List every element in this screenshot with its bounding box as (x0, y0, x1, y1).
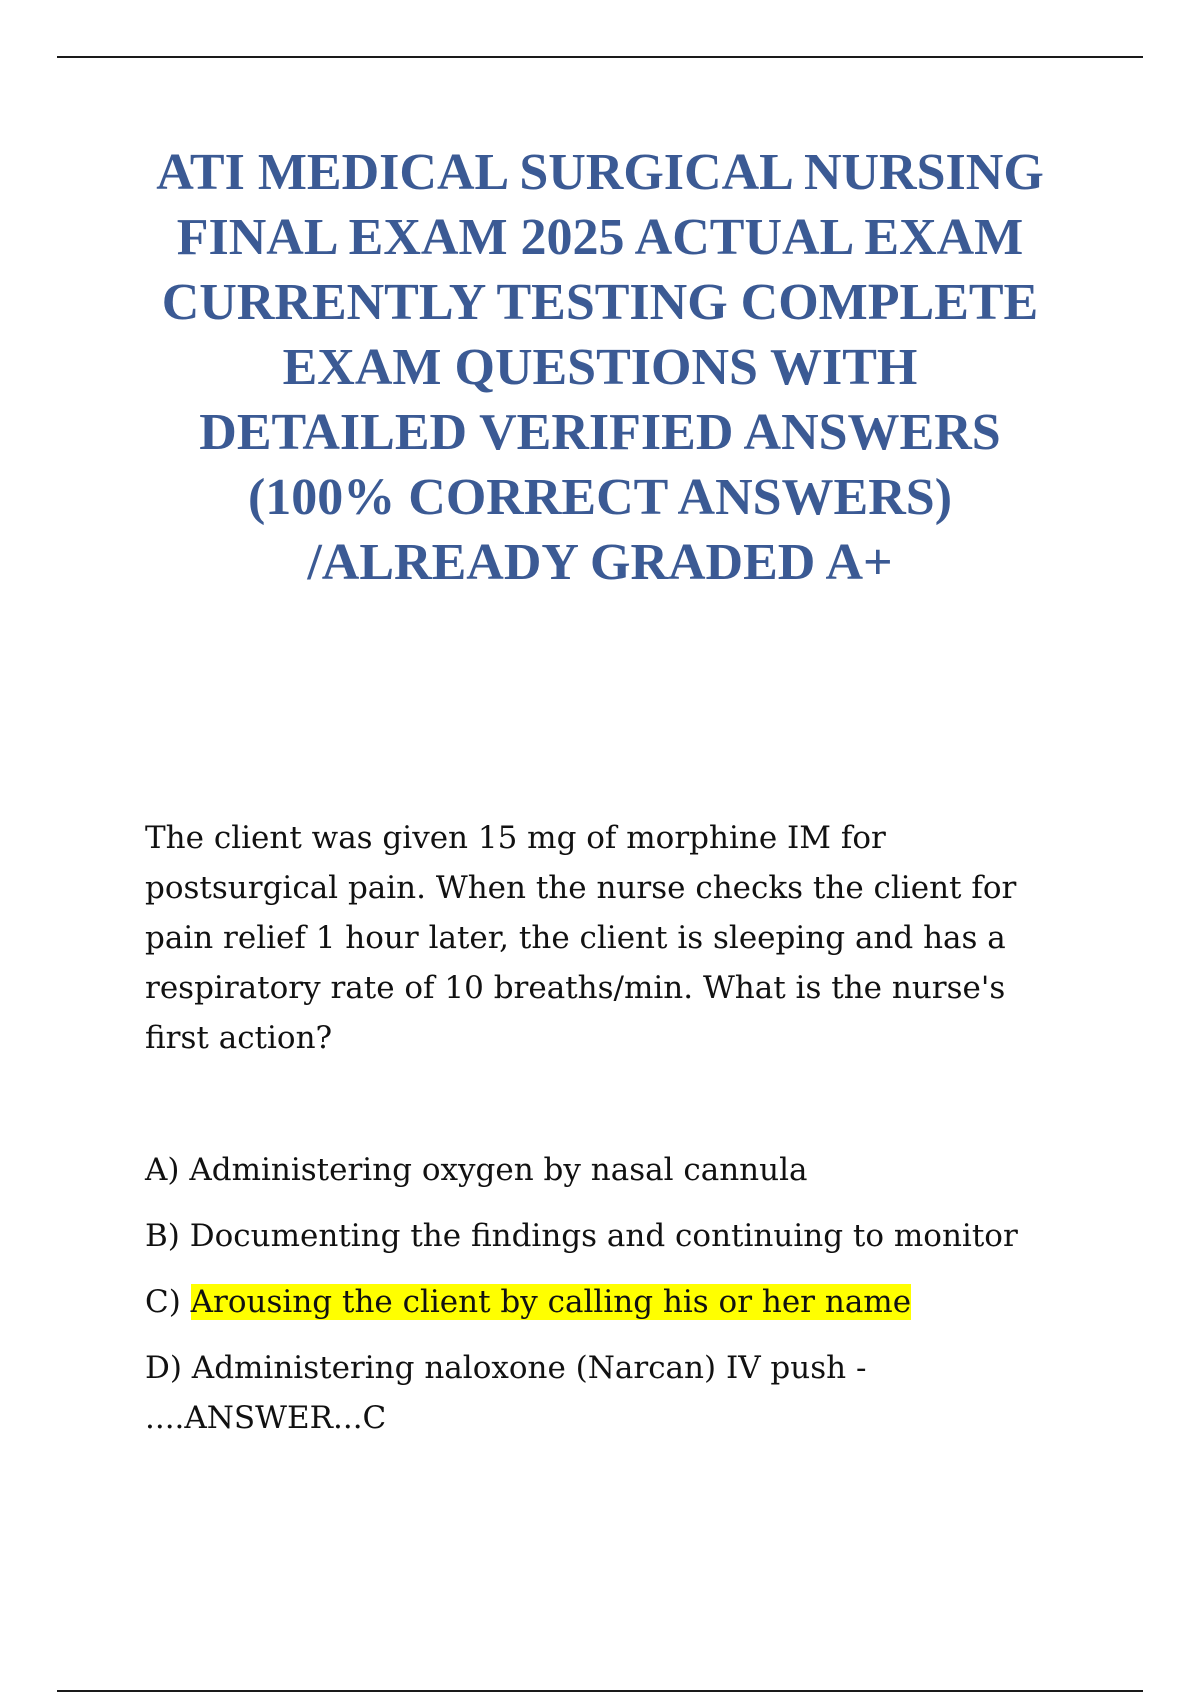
question-line: first action? (145, 1020, 333, 1056)
question-line: The client was given 15 mg of morphine IM for (145, 820, 886, 856)
answer-options (145, 1145, 1065, 1459)
question-line: postsurgical pain. When the nurse checks the client for (145, 870, 1017, 906)
bottom-rule (57, 1690, 1143, 1692)
title-line: DETAILED VERIFIED ANSWERS (199, 404, 1001, 461)
option-b: B) Documenting the findings and continuing to monitor (145, 1218, 1018, 1254)
option-a: A) Administering oxygen by nasal cannula (145, 1152, 808, 1188)
question-line: respiratory rate of 10 breaths/min. What is the nurse's (145, 970, 1006, 1006)
document-title (100, 140, 1100, 595)
option-d-text: D) Administering naloxone (Narcan) IV push - (145, 1350, 867, 1386)
option-d (145, 1343, 1065, 1443)
option-c-prefix: C) (145, 1284, 191, 1320)
question-line: pain relief 1 hour later, the client is sleeping and has a (145, 920, 1006, 956)
title-line: FINAL EXAM 2025 ACTUAL EXAM (176, 209, 1024, 266)
title-line: ATI MEDICAL SURGICAL NURSING (156, 144, 1044, 201)
option-c (145, 1277, 1065, 1327)
top-rule (57, 56, 1143, 58)
title-line: /ALREADY GRADED A+ (307, 534, 893, 591)
title-line: (100% CORRECT ANSWERS) (247, 469, 953, 526)
question-text (145, 813, 1065, 1063)
answer-key: ....ANSWER...C (145, 1400, 387, 1436)
option-c-highlighted-text: Arousing the client by calling his or her name (190, 1284, 912, 1320)
title-line: EXAM QUESTIONS WITH (282, 339, 918, 396)
title-line: CURRENTLY TESTING COMPLETE (161, 274, 1039, 331)
